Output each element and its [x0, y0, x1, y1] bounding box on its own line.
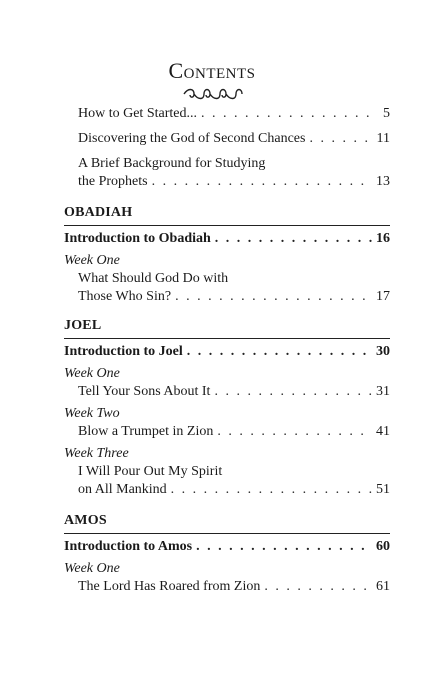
week-label: Week One	[64, 561, 120, 576]
section-rule	[64, 533, 390, 534]
section-rule	[64, 338, 390, 339]
toc-entry-background[interactable]	[78, 155, 390, 191]
toc-entry-joel-week-two[interactable]	[64, 405, 390, 441]
entry-title: Introduction to Amos	[64, 539, 193, 554]
section-rule	[64, 225, 390, 226]
entry-page: 17	[376, 289, 390, 304]
entry-page: 31	[376, 384, 390, 399]
entry-title-line1: I Will Pour Out My Spirit	[78, 464, 223, 479]
toc-entry-obadiah-week-one[interactable]	[64, 252, 390, 306]
toc-entry-joel-week-three[interactable]	[64, 445, 390, 499]
entry-title: Tell Your Sons About It	[78, 384, 211, 399]
entry-title-line2: Those Who Sin?	[78, 289, 172, 304]
dot-leader	[264, 578, 372, 596]
entry-page: 41	[376, 424, 390, 439]
dot-leader	[217, 423, 372, 441]
entry-page: 11	[376, 131, 390, 146]
entry-title-line1: A Brief Background for Studying	[78, 156, 266, 171]
dot-leader	[152, 173, 372, 191]
dot-leader	[171, 481, 372, 499]
page-title: Contents	[168, 58, 256, 83]
entry-title-line2: on All Mankind	[78, 482, 167, 497]
entry-title: Blow a Trumpet in Zion	[78, 424, 214, 439]
entry-title: How to Get Started...	[78, 106, 197, 121]
entry-page: 16	[376, 231, 390, 246]
toc-entry-getting-started[interactable]	[78, 105, 390, 123]
week-label: Week Three	[64, 446, 129, 461]
week-label: Week One	[64, 366, 120, 381]
entry-title: Discovering the God of Second Chances	[78, 131, 306, 146]
dot-leader	[175, 288, 372, 306]
entry-title-line1: What Should God Do with	[78, 271, 229, 286]
toc-entry-amos-week-one[interactable]	[64, 560, 390, 596]
toc-entry-intro-joel[interactable]	[64, 343, 390, 361]
entry-page: 30	[376, 344, 390, 359]
entry-page: 60	[376, 539, 390, 554]
week-label: Week Two	[64, 406, 120, 421]
entry-title: Introduction to Obadiah	[64, 231, 211, 246]
ornament-flourish	[182, 88, 244, 100]
dot-leader	[215, 230, 372, 248]
entry-page: 5	[383, 106, 390, 121]
section-heading-amos: AMOS	[64, 513, 107, 528]
entry-title: Introduction to Joel	[64, 344, 183, 359]
section-heading-joel: JOEL	[64, 318, 102, 333]
toc-entry-joel-week-one[interactable]	[64, 365, 390, 401]
dot-leader	[187, 343, 372, 361]
dot-leader	[214, 383, 372, 401]
entry-title: The Lord Has Roared from Zion	[78, 579, 261, 594]
entry-page: 51	[376, 482, 390, 497]
section-heading-obadiah: OBADIAH	[64, 205, 133, 220]
toc-entry-intro-obadiah[interactable]	[64, 230, 390, 248]
toc-entry-second-chances[interactable]	[78, 130, 390, 148]
toc-entry-intro-amos[interactable]	[64, 538, 390, 556]
entry-page: 13	[376, 174, 390, 189]
week-label: Week One	[64, 253, 120, 268]
entry-page: 61	[376, 579, 390, 594]
dot-leader	[196, 538, 372, 556]
dot-leader	[309, 130, 372, 148]
entry-title-line2: the Prophets	[78, 174, 148, 189]
dot-leader	[201, 105, 372, 123]
